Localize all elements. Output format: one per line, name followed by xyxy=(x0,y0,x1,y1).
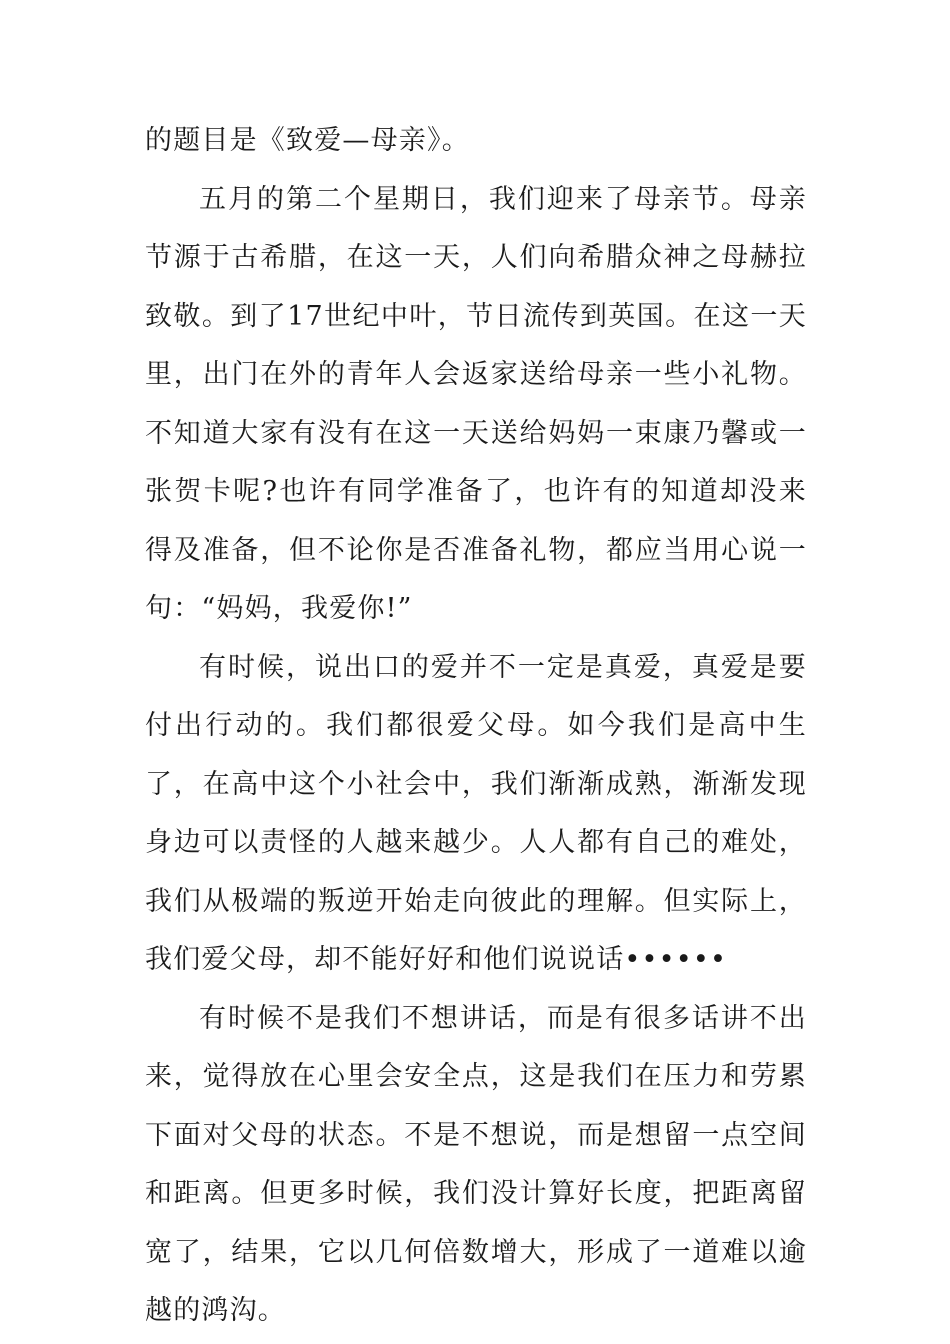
paragraph-4: 有时候不是我们不想讲话，而是有很多话讲不出来，觉得放在心里会安全点，这是我们在压力和劳累下面对父母的状态。不是不想说，而是想留一点空间和距离。但更多时候，我们没计算好长度，把距离留宽了，结果，它以几何倍数增大，形成了一道难以逾越的鸿沟。 xyxy=(145,1002,807,1326)
paragraph-2: 五月的第二个星期日，我们迎来了母亲节。母亲节源于古希腊，在这一天，人们向希腊众神之母赫拉致敬。到了17世纪中叶，节日流传到英国。在这一天里，出门在外的青年人会返家送给母亲一些小礼物。不知道大家有没有在这一天送给妈妈一束康乃馨或一张贺卡呢?也许有同学准备了，也许有的知道却没来得及准备，但不论你是否准备礼物，都应当用心说一句：“妈妈，我爱你!” xyxy=(145,183,807,624)
body-text xyxy=(145,112,807,1341)
paragraph-3: 有时候，说出口的爱并不一定是真爱，真爱是要付出行动的。我们都很爱父母。如今我们是高中生了，在高中这个小社会中，我们渐渐成熟，渐渐发现身边可以责怪的人越来越少。人人都有自己的难处，我们从极端的叛逆开始走向彼此的理解。但实际上，我们爱父母，却不能好好和他们说说话•••••• xyxy=(145,651,807,975)
paragraph-1: 的题目是《致爱—母亲》。 xyxy=(145,125,470,156)
